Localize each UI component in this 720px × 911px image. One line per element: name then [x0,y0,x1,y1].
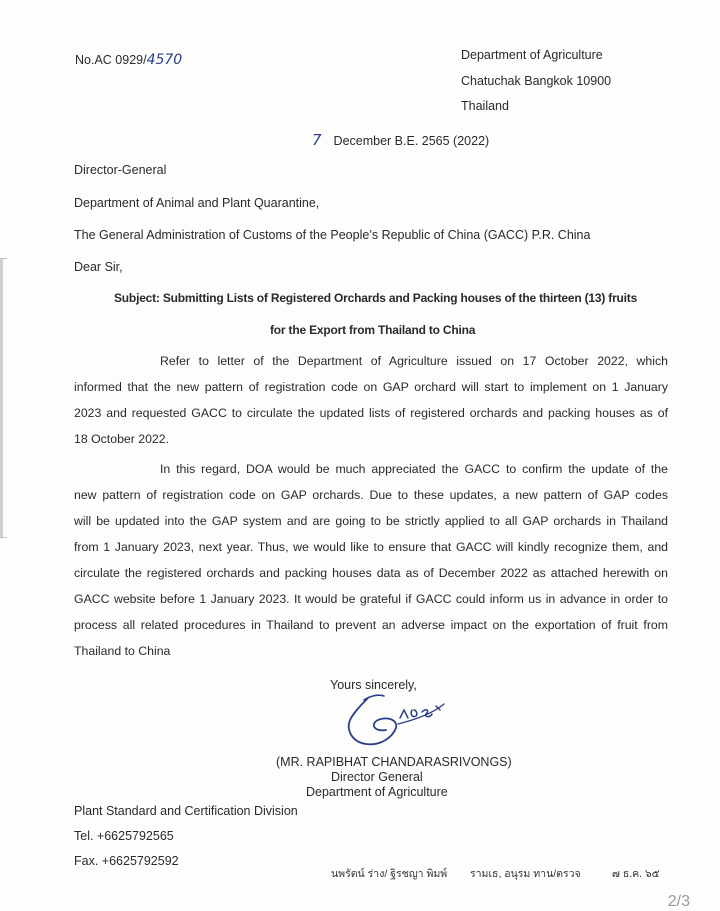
footer-thai-typist: นพรัตน์ ร่าง/ ฐิรชญา พิมพ์ [331,868,448,880]
para1-line: 2023 and requested GACC to circulate the updated lists of registered orchards and packing houses as of [74,406,668,420]
recipient-line-2: Department of Animal and Plant Quarantine, [74,196,320,210]
handwritten-signature [340,690,460,752]
edge-tick-bottom [0,537,7,538]
para2-line: will be updated into the GAP system and are going to be strictly applied to all GAP orchards in Thailand [74,514,668,528]
date-text: December B.E. 2565 (2022) [333,134,490,148]
signatory-name: (MR. RAPIBHAT CHANDARASRIVONGS) [276,755,512,769]
recipient-line-3: The General Administration of Customs of the People’s Republic of China (GACC) P.R. China [74,228,591,242]
sender-line-1: Department of Agriculture [461,48,603,62]
reference-number [75,52,182,68]
footer-thai-checker: รามเธ, อนุรม ทาน/ตรวจ [470,868,581,880]
left-edge-mark [0,258,3,538]
para2-line: GACC website before 1 January 2023. It would be grateful if GACC could inform us in advance in order to [74,592,668,606]
body-paragraph-2 [74,456,668,664]
handwritten-date-day: 7 [312,131,322,149]
page-number: 2/3 [667,893,690,910]
para2-line: Thailand to China [74,644,171,658]
letter-date [312,131,489,149]
para2-line: circulate the registered orchards and packing houses data as of December 2022 as attached herewith on [74,566,668,580]
signatory-title: Director General [331,770,423,784]
reference-prefix: No.AC 0929/ [75,53,147,67]
para1-line: 18 October 2022. [74,432,170,446]
sender-line-2: Chatuchak Bangkok 10900 [461,74,612,88]
body-paragraph-1 [74,348,668,452]
para2-line: process all related procedures in Thailand to prevent an adverse impact on the exportation of fruit from [74,618,668,632]
recipient-line-1: Director-General [74,163,167,177]
salutation: Dear Sir, [74,260,123,274]
sender-line-3: Thailand [461,99,509,113]
para1-line: Refer to letter of the Department of Agriculture issued on 17 October 2022, which [160,354,668,368]
subject-line-2: for the Export from Thailand to China [270,323,476,337]
para2-line: from 1 January 2023, next year. Thus, we would like to ensure that GACC will kindly recognize them, and [74,540,668,554]
edge-tick-top [0,258,7,259]
closing: Yours sincerely, [330,678,417,692]
para2-line: new pattern of registration code on GAP orchards. Due to these updates, a new pattern of GAP codes [74,488,668,502]
subject-line-1: Subject: Submitting Lists of Registered Orchards and Packing houses of the thirteen (13) fruits [114,291,638,305]
signatory-organization: Department of Agriculture [306,785,448,799]
footer-tel: Tel. +6625792565 [74,829,174,843]
handwritten-ref-number: 4570 [146,52,183,68]
footer-fax: Fax. +6625792592 [74,854,179,868]
para2-line: In this regard, DOA would be much appreciated the GACC to confirm the update of the [160,462,668,476]
footer-thai-date: ๗ ธ.ค. ๖๕ [612,868,660,880]
para1-line: informed that the new pattern of registration code on GAP orchard will start to implement on 1 January [74,380,668,394]
footer-division: Plant Standard and Certification Division [74,804,298,818]
